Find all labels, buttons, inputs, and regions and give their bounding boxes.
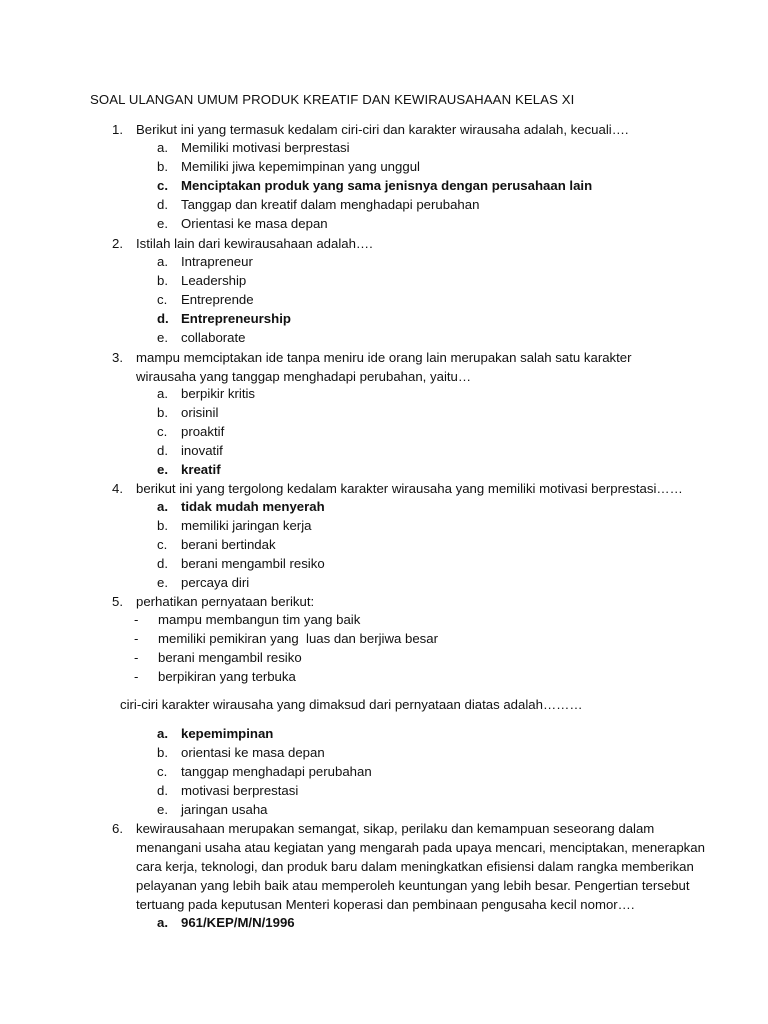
question-5-text: perhatikan pernyataan berikut:	[136, 594, 315, 609]
question-3-number: 3.	[112, 350, 123, 365]
question-6-text-line: kewirausahaan merupakan semangat, sikap, perilaku dan kemampuan seseorang dalam	[136, 821, 655, 836]
question-6-number: 6.	[112, 821, 123, 836]
question-1-text: Berikut ini yang termasuk kedalam ciri-ciri dan karakter wirausaha adalah, kecuali….	[136, 122, 629, 137]
document-title: SOAL ULANGAN UMUM PRODUK KREATIF DAN KEWIRAUSAHAAN KELAS XI	[90, 92, 575, 107]
question-6-text-line: menangani usaha atau kegiatan yang mengarah pada upaya mencari, menciptakan, menerapkan	[136, 840, 705, 855]
question-4-text: berikut ini yang tergolong kedalam karakter wirausaha yang memiliki motivasi berprestasi……	[136, 481, 683, 496]
document-page: SOAL ULANGAN UMUM PRODUK KREATIF DAN KEWIRAUSAHAAN KELAS XI 1. Berikut ini yang termasuk kedalam ciri-ciri dan karakter wirausaha adalah, kecuali…. a. Memiliki motivasi berprestasi b. Memiliki jiwa kepemimpinan yang unggul c. Menciptakan produk yang sama jenisnya dengan perusahaan lain d. Tanggap dan kreatif dalam menghadapi perubahan e. Orientasi ke masa depan 2. Istilah lain dari kewirausahaan adalah…. a. Intrapreneur b. Leadership c. Entreprende d. Entrepreneurship e. collaborate 3. mampu memciptakan ide tanpa meniru ide orang lain merupakan salah satu karakter wirausaha yang tanggap menghadapi perubahan, yaitu… a. berpikir kritis b. orisinil c. proaktif d. inovatif e. kreatif 4. berikut ini yang tergolong kedalam karakter wirausaha yang memiliki motivasi berprestasi…… a. tidak mudah menyerah b. memiliki jaringan kerja c. berani bertindak d. berani mengambil resiko e. percaya diri 5. perhatikan pernyataan berikut: - mampu membangun tim yang baik - memiliki pemikiran yang luas dan berjiwa besar - berani mengambil resiko - berpikiran yang terbuka ciri-ciri karakter wirausaha yang dimaksud dari pernyataan diatas adalah……… a. kepemimpinan b. orientasi ke masa depan c. tanggap menghadapi perubahan d. motivasi berprestasi e. jaringan usaha 6. kewirausahaan merupakan semangat, sikap, perilaku dan kemampuan seseorang dalam menangani usaha atau kegiatan yang mengarah pada upaya mencari, menciptakan, menerapkan cara kerja, teknologi, dan produk baru dalam meningkatkan efisiensi dalam rangka memberikan pelayanan yang lebih baik atau memperoleh keuntungan yang lebih besar. Pengertian tersebut tertuang pada keputusan Menteri koperasi dan pembinaan pengusaha kecil nomor…. a. 961/KEP/M/N/1996	[90, 92, 705, 930]
question-5-prompt: ciri-ciri karakter wirausaha yang dimaksud dari pernyataan diatas adalah………	[120, 697, 583, 712]
question-number: 1.	[112, 122, 123, 137]
question-4-number: 4.	[112, 481, 123, 496]
question-2-text: Istilah lain dari kewirausahaan adalah….	[136, 236, 373, 251]
question-6-text-line: tertuang pada keputusan Menteri koperasi dan pembinaan pengusaha kecil nomor….	[136, 897, 635, 912]
question-3-text: mampu memciptakan ide tanpa meniru ide orang lain merupakan salah satu karakter wirausaha yang tanggap menghadapi perubahan, yaitu…	[136, 350, 632, 384]
question-6-text-line: cara kerja, teknologi, dan produk baru dalam meningkatkan efisiensi dalam rangka memberikan	[136, 859, 694, 874]
question-2-number: 2.	[112, 236, 123, 251]
question-5-number: 5.	[112, 594, 123, 609]
question-6-text-line: pelayanan yang lebih baik atau memperoleh keuntungan yang lebih besar. Pengertian tersebut	[136, 878, 690, 893]
